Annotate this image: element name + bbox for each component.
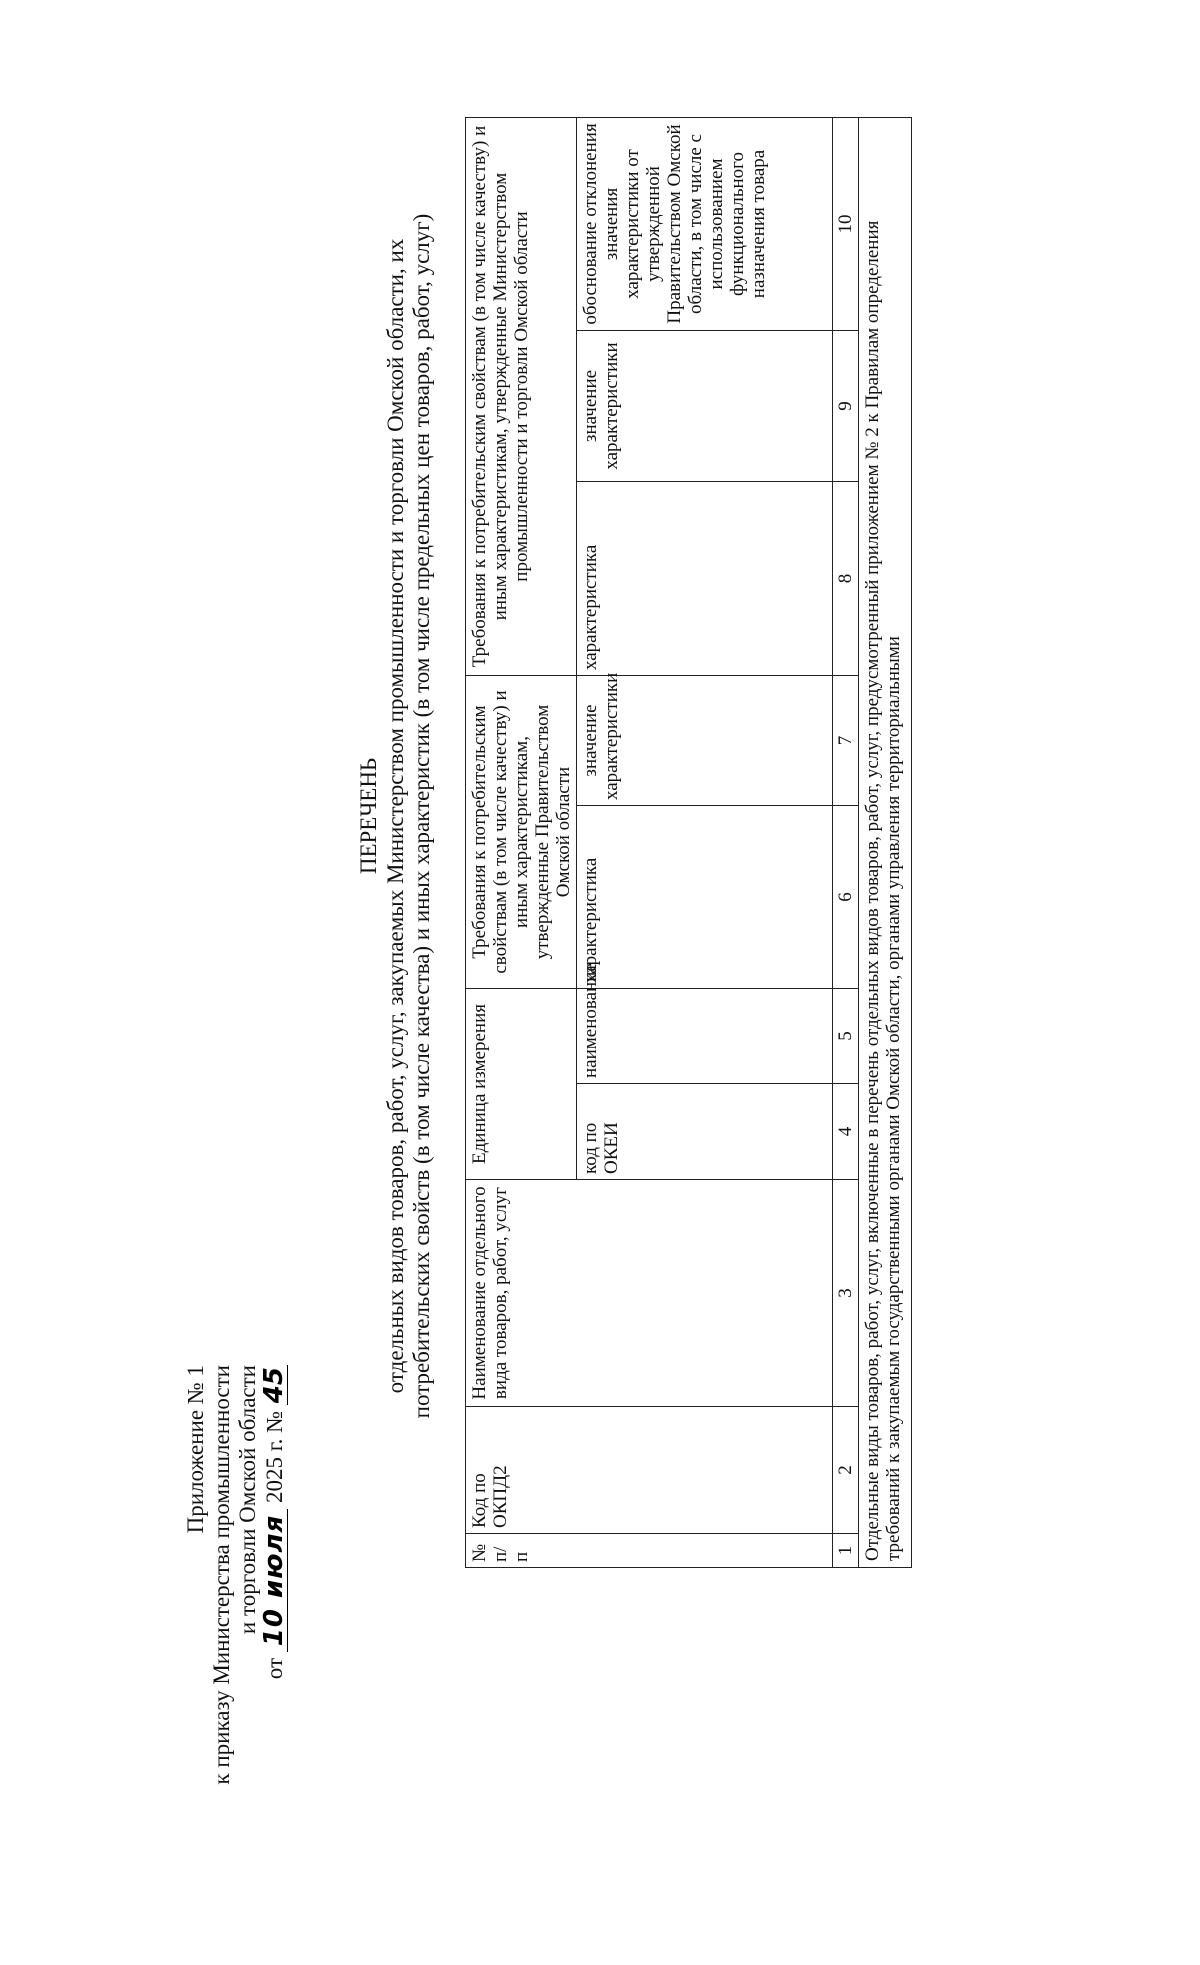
column-number: 10 [833, 117, 859, 330]
appendix-block [183, 1365, 288, 1965]
appendix-ministry-line: и торговли Омской области [235, 1365, 260, 1635]
column-number-row [833, 117, 859, 1567]
table-header-row [466, 117, 577, 1567]
column-number: 1 [833, 1534, 859, 1568]
column-number: 2 [833, 1407, 859, 1534]
column-number: 6 [833, 806, 859, 989]
section-note: Отдельные виды товаров, работ, услуг, включенные в перечень отдельных видов товаров, работ, услуг, предусмотренный приложением № 2 к Правилам определения требований к закупаемым государственными органами Омской области, органами управления территориальными [859, 117, 912, 1567]
header-name: Наименование отдельного вида товаров, работ, услуг [466, 1180, 833, 1407]
handwritten-date: 10 июля [261, 1509, 288, 1652]
header-okpd: Код по ОКПД2 [466, 1407, 833, 1534]
table-note-row [859, 117, 912, 1567]
header-num: № п/п [466, 1534, 833, 1568]
subheader-gov-value: значение характеристики [577, 676, 833, 806]
header-req-government: Требования к потребительским свойствам (в том числе качеству) и иным характеристикам, утвержденные Правительством Омской области [466, 676, 577, 989]
heading-line-1: отдельных видов товаров, работ, услуг, закупаемых Министерством промышленности и торговли Омской области, их [383, 238, 408, 1394]
date-year: 2025 г. № [262, 1410, 287, 1503]
handwritten-order-number: 45 [259, 1367, 289, 1404]
subheader-justification: обоснование отклонения значения характеристики от утвержденной Правительством Омской области, в том числе с использованием функционального назначения товара [577, 117, 833, 330]
appendix-order-line: к приказу Министерства промышленности [209, 1365, 234, 1785]
document-title: ПЕРЕЧЕНЬ [356, 757, 381, 875]
subheader-gov-characteristic: характеристика [577, 806, 833, 989]
subheader-okei: код по ОКЕИ [577, 1084, 833, 1180]
subheader-min-characteristic: характеристика [577, 482, 833, 676]
header-req-ministry: Требования к потребительским свойствам (в том числе качеству) и иным характеристикам, утвержденные Министерством промышленности и торговли Омской области [466, 117, 577, 675]
date-prefix: от [262, 1657, 287, 1680]
document-heading [356, 136, 435, 1496]
column-number: 5 [833, 989, 859, 1084]
appendix-number: Приложение № 1 [183, 1365, 208, 1534]
goods-list-table [465, 117, 912, 1568]
subheader-unit-name: наименование [577, 989, 833, 1084]
column-number: 8 [833, 482, 859, 676]
appendix-date-line [261, 1365, 288, 1965]
column-number: 3 [833, 1180, 859, 1407]
column-number: 4 [833, 1084, 859, 1180]
column-number: 9 [833, 331, 859, 482]
heading-line-2: потребительских свойств (в том числе качества) и иных характеристик (в том числе предельных цен товаров, работ, услуг) [409, 213, 434, 1419]
column-number: 7 [833, 676, 859, 806]
subheader-min-value: значение характеристики [577, 331, 833, 482]
header-unit: Единица измерения [466, 989, 577, 1180]
